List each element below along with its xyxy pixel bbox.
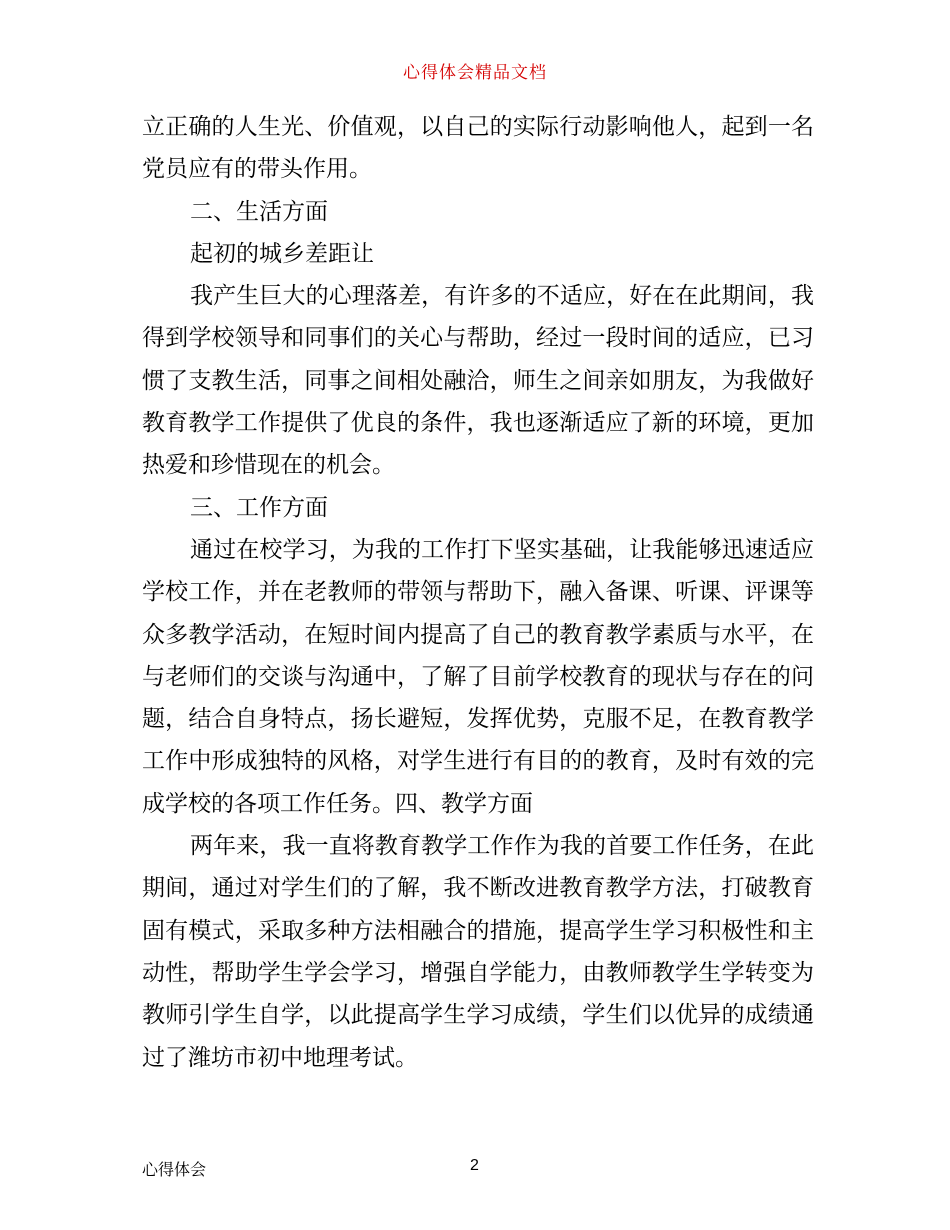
paragraph-work-body: 通过在校学习，为我的工作打下坚实基础，让我能够迅速适应学校工作，并在老教师的带领与帮助下，融入备课、听课、评课等众多教学活动，在短时间内提高了自己的教育教学素质与水平，在与老师们的交谈与沟通中，了解了目前学校教育的现状与存在的问题，结合自身特点，扬长避短，发挥优势，克服不足，在教育教学工作中形成独特的风格，对学生进行有目的的教育，及时有效的完成学校的各项工作任务。四、教学方面 (142, 536, 814, 817)
paragraph-life-intro: 起初的城乡差距让 (190, 240, 374, 267)
section-heading-work: 三、工作方面 (190, 494, 328, 521)
paragraph-continuation: 立正确的人生光、价值观，以自己的实际行动影响他人，起到一名党员应有的带头作用。 (142, 114, 814, 183)
document-header-title: 心得体会精品文档 (403, 63, 547, 83)
page-number: 2 (470, 1157, 479, 1174)
section-heading-life: 二、生活方面 (190, 198, 328, 225)
paragraph-teaching-body: 两年来，我一直将教育教学工作作为我的首要工作任务，在此期间，通过对学生们的了解，我不断改进教育教学方法，打破教育固有模式，采取多种方法相融合的措施，提高学生学习积极性和主动性，帮助学生学会学习，增强自学能力，由教师教学生学转变为教师引学生自学，以此提高学生学习成绩，学生们以优异的成绩通过了潍坊市初中地理考试。 (142, 833, 814, 1071)
footer-label: 心得体会 (142, 1160, 207, 1179)
document-body (142, 106, 814, 1079)
paragraph-life-body: 我产生巨大的心理落差，有许多的不适应，好在在此期间，我得到学校领导和同事们的关心与帮助，经过一段时间的适应，已习惯了支教生活，同事之间相处融洽，师生之间亲如朋友，为我做好教育教学工作提供了优良的条件，我也逐渐适应了新的环境，更加热爱和珍惜现在的机会。 (142, 283, 814, 479)
